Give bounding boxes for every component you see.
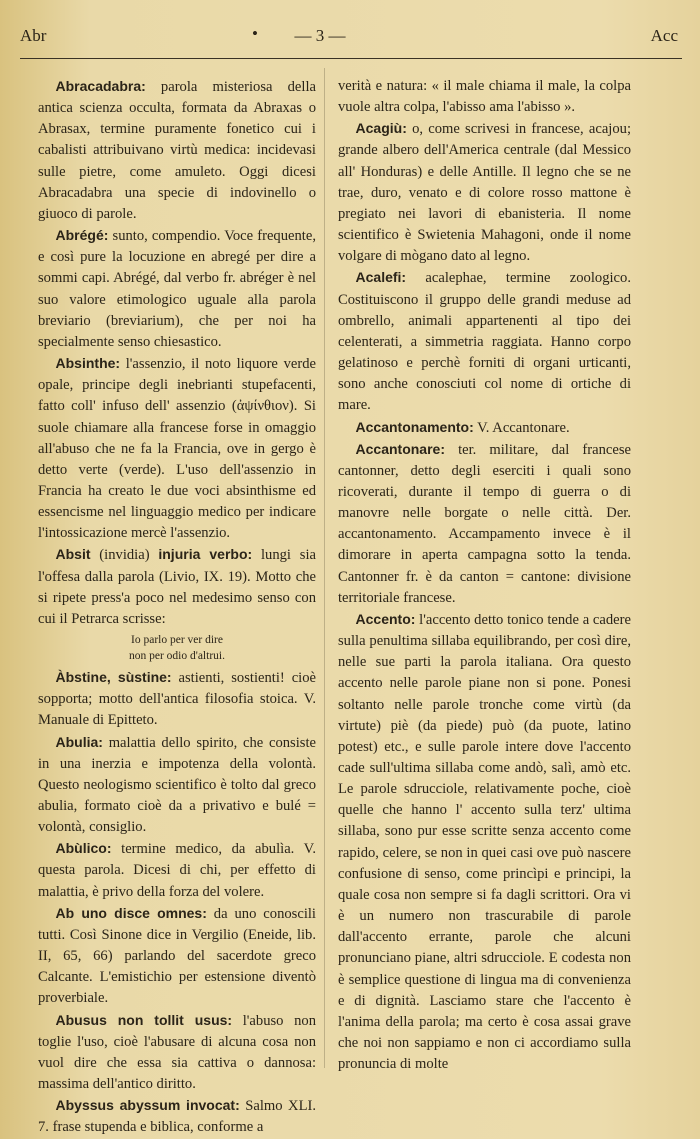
headword: Ab uno disce omnes:: [55, 904, 207, 921]
entry-abrege: [38, 225, 316, 353]
entry-acagiu: [338, 118, 631, 267]
headword: Abracadabra:: [55, 78, 146, 94]
header-right-guideword: Acc: [650, 26, 678, 45]
headword: Àbstine, sùstine:: [55, 669, 172, 686]
entry-accento: [338, 609, 631, 1075]
entry-accantonare: [338, 439, 631, 609]
headword: Acalefi:: [355, 269, 407, 286]
entry-abulia: [38, 732, 316, 839]
entry-text: V. Accantonare.: [473, 419, 570, 436]
right-column: [338, 76, 631, 1075]
quote-line-1: Io parlo per ver dire: [131, 634, 223, 647]
entry-abulico: [38, 838, 316, 902]
headword: Accantonare:: [355, 440, 445, 457]
entry-text: da uno conoscili tutti. Così Sinone dice in Vergilio (Eneide, lib. II, 65, 66) parlando del sacerdote greco Calcante. L'emistichio per estensione diventò proverbiale.: [38, 905, 316, 1007]
entry-abstine: [38, 667, 316, 731]
header-dot: •: [252, 24, 258, 43]
entry-text: sunto, compendio. Voce frequente, e così pure la locuzione en abregé per dire a sommi capi. Abrégé, dal verbo fr. abréger è nel suo valore etimologico uguale alla parola breviario (breviarium), che per noi ha specialmente senso chiesastico.: [38, 228, 316, 350]
entry-text: termine medico, da abulìa. V. questa parola. Dicesi di chi, per effetto di malattia, è privo della forza del volere.: [38, 841, 316, 900]
headword: Absit: [55, 546, 91, 563]
page-number: — 3 —: [294, 26, 346, 45]
headword: Abusus non tollit usus:: [55, 1011, 233, 1028]
quote-line-2: non per odio d'altrui.: [129, 649, 225, 662]
headword: Accantonamento:: [355, 418, 474, 435]
entry-abyssus: [38, 1095, 316, 1138]
entry-text: verità e natura: « il male chiama il male, la colpa vuole altra colpa, l'abisso ama l'abisso ».: [338, 78, 631, 116]
headword: Abùlico:: [55, 840, 112, 857]
header-rule: [20, 58, 682, 59]
headword-secondary: injuria verbo:: [158, 546, 253, 563]
entry-acalefi: [338, 267, 631, 416]
entry-abusus: [38, 1010, 316, 1096]
petrarca-quote: [38, 633, 316, 664]
entry-text: acalephae, termine zoologico. Costituiscono il gruppo delle grandi meduse ad ombrello, animali appartenenti al tipo dei celenterati, a simmetria raggiata. Hanno corpo gelatinoso e perchè forniti di organi urticanti, sono anche conosciuti col nome di ortiche di mare.: [338, 270, 631, 414]
headword: Abrégé:: [55, 227, 109, 244]
entry-accantonamento: [338, 417, 631, 439]
headword: Absinthe:: [55, 355, 121, 372]
entry-text: o, come scrivesi in francese, acajou; grande albero dell'America centrale (dal Messico all' Honduras) e delle Antille. Il legno che se ne trae, duro, venato e di colore rosso mattone è pregiato nei lavori di ebanisteria. Il nome scientifico è Swietenia Mahagoni, onde il nome volgare di mògano dato al legno.: [338, 121, 631, 265]
entry-text: l'accento detto tonico tende a cadere sulla penultima sillaba equilibrando, per così dire, nelle sue parti la parola italiana. Ora questo accento nelle parole piane non si pone. Ponesi soltanto nelle parole tronche come virtù (da virtute) piè (da piede) può (da puote, latino potest) etc., e sulle parole intere dove l'accento cade sull'ultima sillaba come andò, salì, amò etc. Le parole sdrucciole, relativamente poche, cioè quelle che hanno l' accento sulla terz' ultima sillaba, sono pur esse scritte senza accento come rapido, celere, se non in quei casi ove può nascere confusione di senso, come princìpi e principi, la quale cosa non sempre si fa dagli scrittori. Ora vi è un numero non trascurabile di parole dall'accento errante, parole che alcuni pronunciano piane, altri sdrucciole. E codesta non è semplice questione di lingua ma di convenienza e di dignità. Lasciamo stare che l'accento è l'anima della parola; ma certo è cosa assai grave che noi non sappiamo e non ci accordiamo sulla pronuncia di molte: [338, 611, 631, 1073]
entry-absinthe: [38, 353, 316, 544]
headword: Acagiù:: [355, 120, 407, 137]
entry-text: Salmo XLI. 7. frase stupenda e biblica, conforme a: [38, 1098, 316, 1136]
headword: Accento:: [355, 610, 416, 627]
entry-continuation: [338, 76, 631, 118]
header-left-guideword: Abr: [20, 26, 47, 45]
entry-text: malattia dello spirito, che consiste in una inerzia e impotenza della volontà. Questo neologismo scientifico è tolto dal greco abulia, formato cioè da a privativo e bulé = volontà, consiglio.: [38, 734, 316, 836]
entry-text: l'abuso non toglie l'uso, cioè l'abusare di alcuna cosa non vuol dire che essa sia cattiva o dannosa: massima dell'antico diritto.: [38, 1012, 317, 1093]
entry-text: (invidia): [90, 547, 159, 564]
entry-text-secondary: lungi sia l'offesa dalla parola (Livio, IX. 19). Motto che si ripete press'a poco nel medesimo senso con cui il Petrarca scrisse:: [38, 547, 316, 627]
headword: Abulia:: [55, 733, 103, 750]
headword: Abyssus abyssum invocat:: [55, 1097, 240, 1114]
entry-ab-uno: [38, 903, 316, 1010]
left-column: [38, 76, 316, 1139]
entry-abracadabra: [38, 76, 316, 225]
entry-text: l'assenzio, il noto liquore verde opale, principe degli inebrianti stupefacenti, fatto coll' infuso dell' assenzio (ἀψίνθιον). Si suole chiamare alla francese forse in omaggio all'abuso che ne fa la Francia, ove in gergo è detto verte (verde). L'uso dell'assenzio in Francia ha creato le due voci absinthisme ed essencisme nel linguaggio medico per indicare l'intossicazione mercè l'assenzio.: [38, 356, 316, 542]
entry-text: parola misteriosa della antica scienza occulta, formata da Abraxas o Abrasax, termine puramente fonetico cui i cabalisti attribuivano virtù medica: incidevasi sulle pietre, come amuleto. Oggi dicesi Abracadabra una specie di indovinello o giuoco di parole.: [38, 79, 316, 222]
column-separator: [324, 68, 325, 1068]
entry-text: astienti, sostienti! cioè sopporta; motto dell'antica filosofia stoica. V. Manuale di Epitteto.: [38, 670, 316, 729]
entry-text: ter. militare, dal francese cantonner, detto degli eserciti i quali sono ricoverati, durante il tempo di guerra o di manovre nelle borgate o nelle città. Der. accantonamento. Accampamento invece è il dimorare in aperta campagna sotto la tenda. Cantonner fr. è da canton = cantone: divisione territoriale francese.: [338, 441, 631, 606]
entry-absit: [38, 544, 316, 630]
page-header: [0, 26, 700, 56]
